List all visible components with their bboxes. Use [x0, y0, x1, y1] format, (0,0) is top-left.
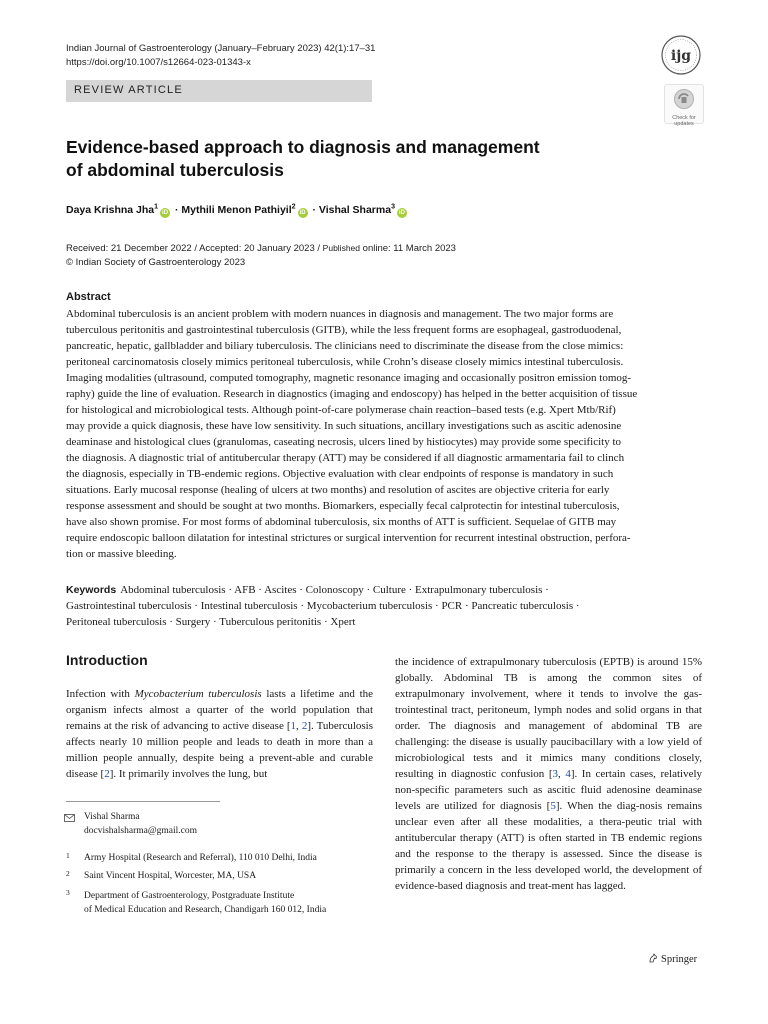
introduction-heading: Introduction	[66, 652, 148, 668]
abstract-line: the diagnosis, especially in TB-endemic regions. Objective evaluation with clear endpoints of response is mandatory in such	[66, 468, 614, 480]
check-updates-line2: updates	[674, 121, 694, 127]
keywords-line: Gastrointestinal tuberculosis · Intestinal tuberculosis · Mycobacterium tuberculosis · PCR · Pancreatic tuberculosis ·	[66, 600, 580, 612]
author-affiliation-sup: 3	[391, 203, 395, 211]
orcid-icon[interactable]: iD	[398, 210, 405, 216]
received-accepted: Received: 21 December 2022 / Accepted: 20 January 2023	[66, 243, 315, 254]
intro-text: Infection with	[66, 688, 135, 700]
intro-left-column	[66, 686, 373, 782]
journal-name: Indian Journal of Gastroenterology (January–February 2023) 42(1):17–31	[66, 43, 376, 54]
abstract-line: Imaging modalities (ultrasound, computed tomography, magnetic resonance imaging and occasionally positron emission tomog-	[66, 372, 632, 384]
intro-right-column	[395, 654, 702, 894]
abstract-line: response assessment and should be sought at two months. Biomarkers, especially fecal calprotectin for intestinal tuberculosis,	[66, 500, 620, 512]
affiliation-number: 3	[66, 888, 70, 897]
keywords-line	[66, 582, 702, 598]
citation-link[interactable]: 3	[552, 768, 559, 780]
footnote-divider	[66, 801, 220, 802]
intro-text: ]. In certain cases, relatively non-specific parameters such as ascitic fluid adenosine deaminase levels are utilized for diagnosis [	[395, 768, 703, 812]
intro-text: lasts a lifetime and the organism infects almost a quarter of the world population that remains at the risk of advancing to active disease [	[66, 688, 374, 732]
intro-text: ]. Tuberculosis affects nearly 10 million people and leads to death in more than a million people annually, despite being a prevent-able and curable disease [	[66, 720, 374, 780]
corresponding-author	[84, 810, 197, 838]
journal-citation	[66, 42, 375, 70]
corresponding-email[interactable]: docvishalsharma@gmail.com	[84, 826, 197, 836]
keywords-section	[66, 582, 702, 630]
author-affiliation-sup: 1	[154, 203, 159, 211]
check-updates-line1: Check for	[672, 115, 696, 121]
keywords-line: Peritoneal tuberculosis · Surgery · Tuberculous peritonitis · Xpert	[66, 616, 356, 628]
check-for-updates-badge[interactable]	[664, 84, 704, 127]
abstract-line: tion or massive bleeding.	[66, 548, 177, 560]
citation-link[interactable]: 4	[565, 768, 571, 780]
abstract-line: tuberculous peritonitis and gastrointestinal tuberculosis (GITB), while the less frequent forms are esophageal, gastroduodenal,	[66, 324, 622, 336]
affiliation-number: 1	[66, 851, 70, 860]
author-name[interactable]: Daya Krishna Jha	[66, 204, 155, 216]
affiliation-text: Army Hospital (Research and Referral), 110 010 Delhi, India	[84, 853, 317, 863]
abstract-line: Abdominal tuberculosis is an ancient problem with modern nuances in diagnosis and management. The two major forms are	[66, 308, 614, 320]
citation-link[interactable]: 2	[301, 720, 308, 732]
abstract-line: may provide a quick diagnosis, these have low sensitivity. In such situations, ancillary investigations such as ascitic adenosine	[66, 420, 622, 432]
corresponding-name: Vishal Sharma	[84, 812, 140, 822]
abstract-line: situations. Early mucosal response (healing of ulcers at two months) and resolution of ascites are objective criteria for early	[66, 484, 610, 496]
abstract-line: deaminase and histological clues (granulomas, caseating necrosis, ulcers lined by histiocytes) may provide some specificity to	[66, 436, 622, 448]
published-label: Published	[322, 243, 361, 253]
title-line-2: of abdominal tuberculosis	[66, 160, 284, 180]
author-name[interactable]: Mythili Menon Pathiyil	[181, 204, 292, 216]
abstract-text	[66, 306, 702, 562]
publisher-logo	[648, 953, 697, 965]
title-line-1: Evidence-based approach to diagnosis and management	[66, 137, 540, 157]
date-separator: /	[314, 243, 323, 254]
abstract-line: have also shown promise. For most forms of abdominal tuberculosis, six months of ATT is sufficient. Sequelae of GITB may	[66, 516, 617, 528]
keywords-heading: Keywords	[66, 584, 117, 596]
abstract-line: raphy) guide the line of evaluation. Research in diagnostics (imaging and endoscopy) has helped in the better acquisition of tissue	[66, 388, 638, 400]
citation-separator: ,	[558, 768, 566, 780]
intro-text: the incidence of extrapulmonary tuberculosis (EPTB) is around 15% globally. Abdominal TB is among the common sites of extrapulmonary involvement, where it tends to involve the gas-trointestinal tract, peritoneum, lymph nodes and solid organs in that order. The diagnosis and management of abdominal TB are challenging: the disease is usually paucibacillary with a low yield of microbiological tests and it mimics many conditions closely, resulting in diagnostic confusion [	[395, 656, 702, 780]
springer-horse-icon	[648, 953, 658, 963]
orcid-icon[interactable]: iD	[162, 210, 169, 216]
check-updates-icon	[673, 88, 695, 110]
ijg-logo	[660, 34, 702, 76]
mail-icon	[64, 814, 75, 822]
abstract-line: for histological and microbiological tests. Although point-of-care polymerase chain reaction–based tests (e.g. Xpert Mtb/Rif)	[66, 404, 616, 416]
orcid-icon[interactable]: iD	[299, 210, 306, 216]
author-name[interactable]: Vishal Sharma	[318, 204, 392, 216]
affiliation-text: Saint Vincent Hospital, Worcester, MA, USA	[84, 871, 257, 881]
publisher-name: Springer	[661, 954, 698, 965]
article-title	[66, 136, 586, 182]
author-affiliation-sup: 2	[291, 203, 296, 211]
citation-separator: ,	[296, 720, 302, 732]
author-list	[66, 202, 409, 218]
abstract-line: pancreatic, hepatic, gallbladder and biliary tuberculosis. The clinicians need to discriminate the disease from the close mimics:	[66, 340, 624, 352]
affiliation-text	[84, 889, 326, 917]
abstract-line: require endoscopic balloon dilatation for intestinal strictures or surgical intervention for recurrent intestinal obstruction, perfora-	[66, 532, 631, 544]
species-name: Mycobacterium tuberculosis	[134, 688, 262, 700]
keywords-text: Abdominal tuberculosis · AFB · Ascites · Colonoscopy · Culture · Extrapulmonary tuberculosis ·	[120, 584, 549, 596]
copyright: © Indian Society of Gastroenterology 2023	[66, 257, 246, 268]
doi-link[interactable]: https://doi.org/10.1007/s12664-023-01343-x	[66, 57, 251, 68]
intro-text: ]. It primarily involves the lung, but	[109, 768, 268, 780]
intro-text: ]. When the diag-nosis remains unclear even after all these modalities, a thera-peutic trial with antitubercular therapy (ATT) is often started in TB endemic regions and the response to the therapy is assessed. Since the disease is primarily a concern in the less developed world, the development of evidence-based diagnosis and treat-ment has lagged.	[395, 800, 702, 892]
date-history	[66, 241, 456, 256]
affiliation-number: 2	[66, 869, 70, 878]
abstract-line: the diagnosis. A diagnostic trial of antitubercular therapy (ATT) may be considered if all diagnostic armamentaria fail to clinch	[66, 452, 625, 464]
publication-dates	[66, 241, 456, 270]
abstract-line: peritoneal carcinomatosis closely mimics peritoneal tuberculosis, while Crohn’s disease closely mimics intestinal tuberculosis.	[66, 356, 624, 368]
published-date: online: 11 March 2023	[360, 243, 456, 254]
citation-link[interactable]: 2	[104, 768, 110, 780]
abstract-heading: Abstract	[66, 291, 111, 303]
author-separator: ·	[312, 204, 316, 216]
affiliation-line: of Medical Education and Research, Chandigarh 160 012, India	[84, 905, 327, 915]
citation-link[interactable]: 5	[550, 800, 556, 812]
citation-link[interactable]: 1	[290, 720, 297, 732]
author-separator: ·	[174, 204, 179, 216]
affiliation-line: Department of Gastroenterology, Postgraduate Institute	[84, 891, 295, 901]
svg-text:ijg: ijg	[670, 48, 692, 64]
article-type-banner: REVIEW ARTICLE	[66, 80, 372, 102]
